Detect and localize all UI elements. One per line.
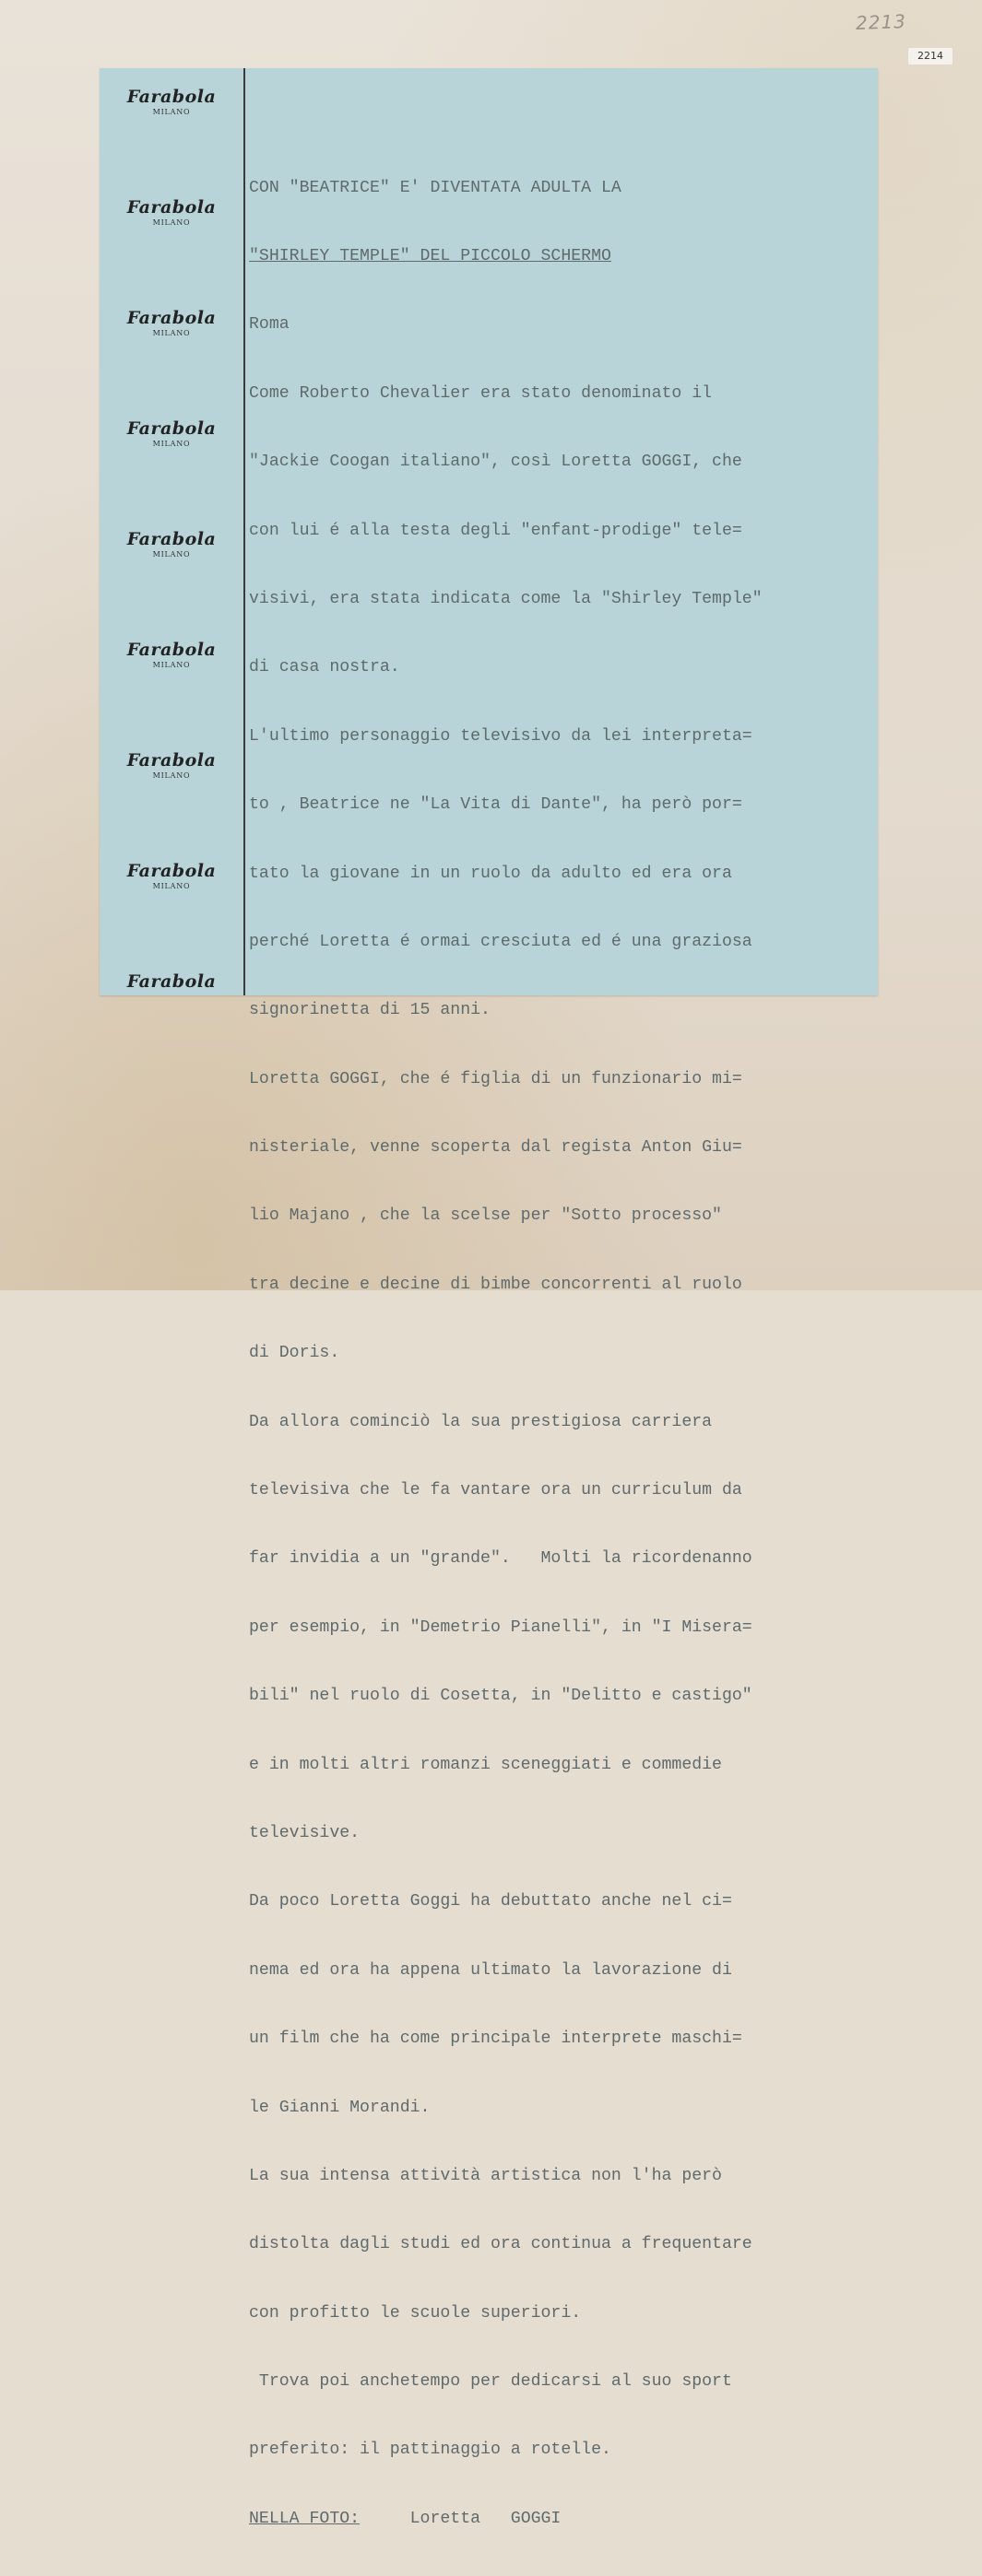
agency-logo-city: MILANO: [152, 771, 191, 780]
body-line: "Jackie Coogan italiano", così Loretta GOGGI, che: [249, 453, 742, 472]
body-line: e in molti altri romanzi sceneggiati e commedie: [249, 1755, 722, 1774]
body-line: distolta dagli studi ed ora continua a frequentare: [249, 2235, 752, 2254]
body-line: un film che ha come principale interprete maschi=: [249, 2029, 742, 2049]
headline-line: CON "BEATRICE" E' DIVENTATA ADULTA LA: [249, 178, 621, 197]
body-line: Trova poi anchetempo per dedicarsi al suo sport: [249, 2372, 732, 2392]
caption-card: [100, 68, 878, 2528]
body-line: Come Roberto Chevalier era stato denominato il: [249, 383, 713, 403]
photo-caption-line: [249, 2508, 872, 2531]
agency-logo-city: MILANO: [152, 661, 191, 669]
body-line: signorinetta di 15 anni.: [249, 1001, 491, 1020]
agency-logo: [100, 640, 243, 669]
body-line: La sua intensa attività artistica non l'ha però: [249, 2166, 722, 2185]
body-line: perché Loretta é ormai cresciuta ed é una graziosa: [249, 932, 752, 951]
agency-logo: [100, 971, 243, 992]
body-line: Loretta GOGGI, che é figlia di un funzionario mi=: [249, 1069, 742, 1088]
body-line: preferito: il pattinaggio a rotelle.: [249, 2441, 611, 2460]
caption-text: Loretta GOGGI: [360, 2509, 562, 2528]
body-line: nisteriale, venne scoperta dal regista Anton Giu=: [249, 1138, 742, 1158]
body-line: bili" nel ruolo di Cosetta, in "Delitto e castigo": [249, 1687, 752, 1706]
agency-logo-brand: Farabola: [126, 640, 217, 660]
agency-logo-brand: Farabola: [126, 971, 217, 992]
body-line: televisive.: [249, 1823, 361, 1842]
body-line: di Doris.: [249, 1344, 340, 1363]
agency-logo: [100, 861, 243, 890]
agency-logo: [100, 308, 243, 337]
agency-logo-city: MILANO: [152, 882, 191, 890]
body-line: televisiva che le fa vantare ora un curriculum da: [249, 1481, 742, 1500]
body-line: to , Beatrice ne "La Vita di Dante", ha però por=: [249, 795, 742, 815]
agency-logo: [100, 418, 243, 448]
agency-logo-city: MILANO: [152, 440, 191, 448]
archive-number-label: 2214: [908, 48, 952, 65]
agency-logo-brand: Farabola: [126, 418, 217, 439]
body-line: tato la giovane in un ruolo da adulto ed era ora: [249, 864, 732, 883]
agency-logo-brand: Farabola: [126, 87, 217, 107]
agency-logo: [100, 750, 243, 780]
agency-logo-brand: Farabola: [126, 861, 217, 881]
body-line: di casa nostra.: [249, 658, 400, 677]
agency-logo-city: MILANO: [152, 218, 191, 227]
agency-logo: [100, 87, 243, 116]
pencil-archive-number: 2213: [855, 10, 907, 34]
body-line: per esempio, in "Demetrio Pianelli", in "I Misera=: [249, 1617, 752, 1637]
body-line: nema ed ora ha appena ultimato la lavorazione di: [249, 1960, 732, 1980]
body-line: L'ultimo personaggio televisivo da lei interpreta=: [249, 726, 752, 746]
body-line: con profitto le scuole superiori.: [249, 2303, 582, 2323]
typewritten-caption: [249, 131, 872, 2576]
body-line: con lui é alla testa degli "enfant-prodige" tele=: [249, 521, 742, 540]
headline-line: "SHIRLEY TEMPLE" DEL PICCOLO SCHERMO: [249, 246, 611, 265]
body-line: lio Majano , che la scelse per "Sotto processo": [249, 1206, 722, 1226]
agency-stamp-column: [100, 68, 243, 995]
agency-logo-city: MILANO: [152, 550, 191, 559]
agency-logo-city: MILANO: [152, 108, 191, 116]
agency-logo: [100, 197, 243, 227]
agency-logo-brand: Farabola: [126, 750, 217, 770]
body-line: Roma: [249, 315, 290, 335]
agency-logo: [100, 529, 243, 559]
agency-logo-brand: Farabola: [126, 197, 217, 218]
body-line: le Gianni Morandi.: [249, 2098, 431, 2117]
column-divider: [243, 68, 245, 995]
body-line: far invidia a un "grande". Molti la ricordenanno: [249, 1549, 752, 1569]
body-line: Da allora cominciò la sua prestigiosa carriera: [249, 1412, 713, 1431]
body-line: Da poco Loretta Goggi ha debuttato anche nel ci=: [249, 1892, 732, 1911]
body-line: tra decine e decine di bimbe concorrenti al ruolo: [249, 1275, 742, 1294]
caption-label: NELLA FOTO:: [249, 2509, 361, 2528]
body-line: visivi, era stata indicata come la "Shirley Temple": [249, 589, 763, 608]
agency-logo-brand: Farabola: [126, 529, 217, 549]
agency-logo-brand: Farabola: [126, 308, 217, 328]
agency-logo-city: MILANO: [152, 329, 191, 337]
